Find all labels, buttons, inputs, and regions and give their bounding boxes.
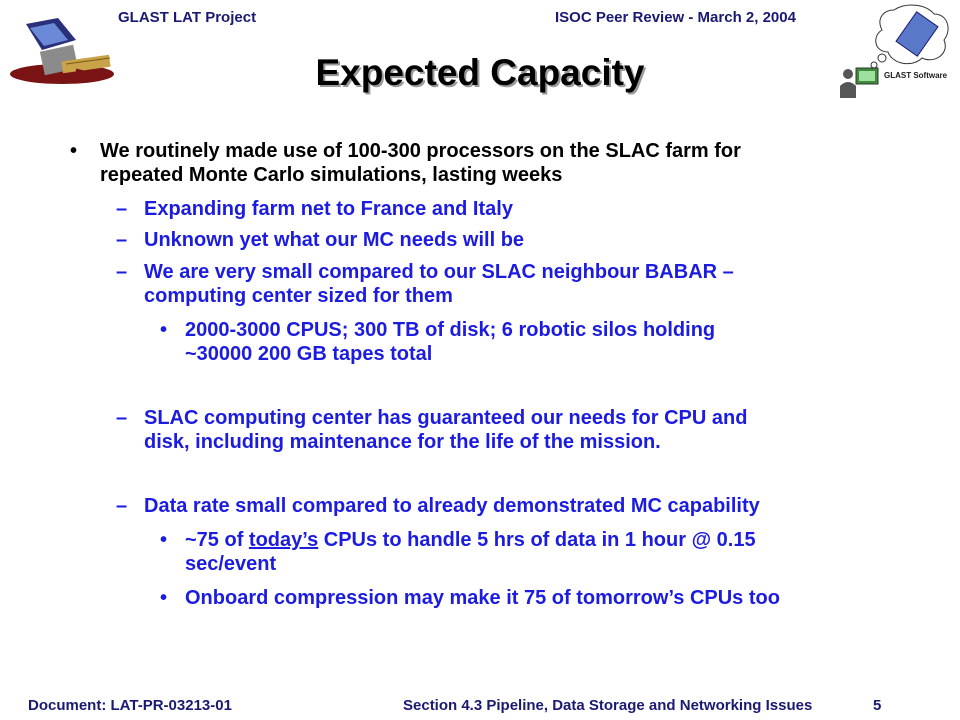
tertiary-bullet-2-prefix: ~75 of [185, 529, 249, 551]
sub-bullet-5: Data rate small compared to already demonstrated MC capability [144, 495, 760, 517]
header-project: GLAST LAT Project [118, 9, 257, 26]
tertiary-bullet-2-line-1 [185, 528, 756, 552]
bullet-marker: • [160, 529, 168, 551]
sub-bullet-3-line-1: We are very small compared to our SLAC neighbour BABAR – [144, 261, 734, 283]
dash-marker: – [116, 407, 128, 429]
sub-bullet-4-line-1: SLAC computing center has guaranteed our needs for CPU and [144, 407, 748, 429]
tertiary-bullet-2-line-2: sec/event [185, 553, 277, 575]
dash-marker: – [116, 495, 128, 517]
dash-marker: – [116, 198, 128, 220]
glast-software-label: GLAST Software [884, 71, 948, 80]
bullet-marker: • [160, 587, 168, 609]
slide-title: Expected Capacity [315, 52, 645, 93]
tertiary-bullet-1-line-1: 2000-3000 CPUS; 300 TB of disk; 6 robotic silos holding [185, 319, 716, 341]
footer-page-number: 5 [873, 697, 882, 714]
header-review-date: ISOC Peer Review - March 2, 2004 [555, 9, 796, 26]
sub-bullet-1: Expanding farm net to France and Italy [144, 198, 513, 220]
sub-bullet-2: Unknown yet what our MC needs will be [144, 229, 525, 251]
footer-document-id: Document: LAT-PR-03213-01 [28, 697, 232, 714]
bullet-marker: • [70, 140, 78, 162]
footer-section: Section 4.3 Pipeline, Data Storage and Networking Issues [403, 697, 813, 714]
dash-marker: – [116, 229, 128, 251]
bullet-1-line-2: repeated Monte Carlo simulations, lasting weeks [100, 164, 563, 186]
tertiary-bullet-2-suffix: CPUs to handle 5 hrs of data in 1 hour @ 0.15 [318, 529, 756, 551]
sub-bullet-4-line-2: disk, including maintenance for the life of the mission. [144, 431, 661, 453]
bullet-1-line-1: We routinely made use of 100-300 processors on the SLAC farm for [100, 140, 741, 162]
todays-underlined: today’s [248, 529, 319, 551]
tertiary-bullet-3: Onboard compression may make it 75 of tomorrow’s CPUs too [185, 587, 780, 609]
bullet-marker: • [160, 319, 168, 341]
dash-marker: – [116, 261, 128, 283]
sub-bullet-3-line-2: computing center sized for them [144, 285, 453, 307]
tertiary-bullet-1-line-2: ~30000 200 GB tapes total [185, 343, 433, 365]
